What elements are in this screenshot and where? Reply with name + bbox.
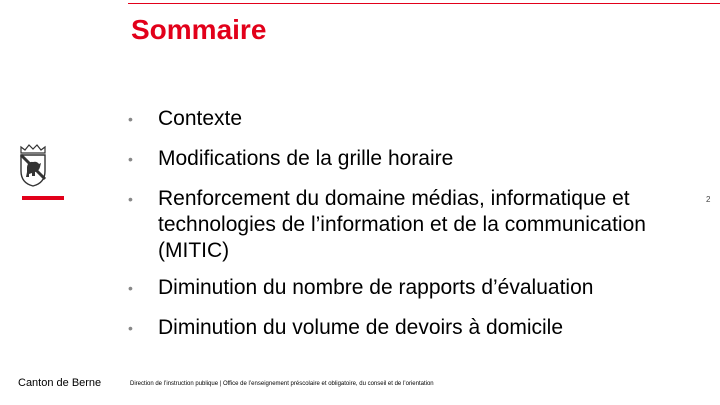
list-item bbox=[128, 315, 698, 341]
list-item bbox=[128, 146, 698, 172]
bullet-dot-icon: • bbox=[128, 191, 133, 207]
footer-department: Direction de l’instruction publique | Office de l’enseignement préscolaire et obligatoire, du conseil et de l’orientation bbox=[130, 381, 434, 387]
bullet-dot-icon: • bbox=[128, 151, 133, 167]
page-number: 2 bbox=[706, 195, 711, 204]
list-item-label: Diminution du nombre de rapports d’évaluation bbox=[158, 276, 594, 299]
slide-title: Sommaire bbox=[131, 14, 267, 45]
list-item bbox=[128, 106, 698, 132]
footer-canton: Canton de Berne bbox=[18, 377, 102, 389]
bullet-dot-icon: • bbox=[128, 111, 133, 127]
agenda-list bbox=[128, 106, 698, 355]
list-item bbox=[128, 275, 698, 301]
list-item-label: Modifications de la grille horaire bbox=[158, 147, 454, 170]
bullet-dot-icon: • bbox=[128, 320, 133, 336]
bullet-dot-icon: • bbox=[128, 280, 133, 296]
list-item bbox=[128, 186, 698, 264]
top-rule bbox=[128, 3, 720, 4]
list-item-label: Diminution du volume de devoirs à domicile bbox=[158, 316, 564, 339]
list-item-label: Contexte bbox=[158, 107, 243, 130]
list-item-label: Renforcement du domaine médias, informatique et technologies de l’information et de la communication (MITIC) bbox=[158, 187, 646, 262]
bern-coat-of-arms-icon bbox=[18, 143, 48, 187]
accent-bar bbox=[22, 196, 64, 200]
